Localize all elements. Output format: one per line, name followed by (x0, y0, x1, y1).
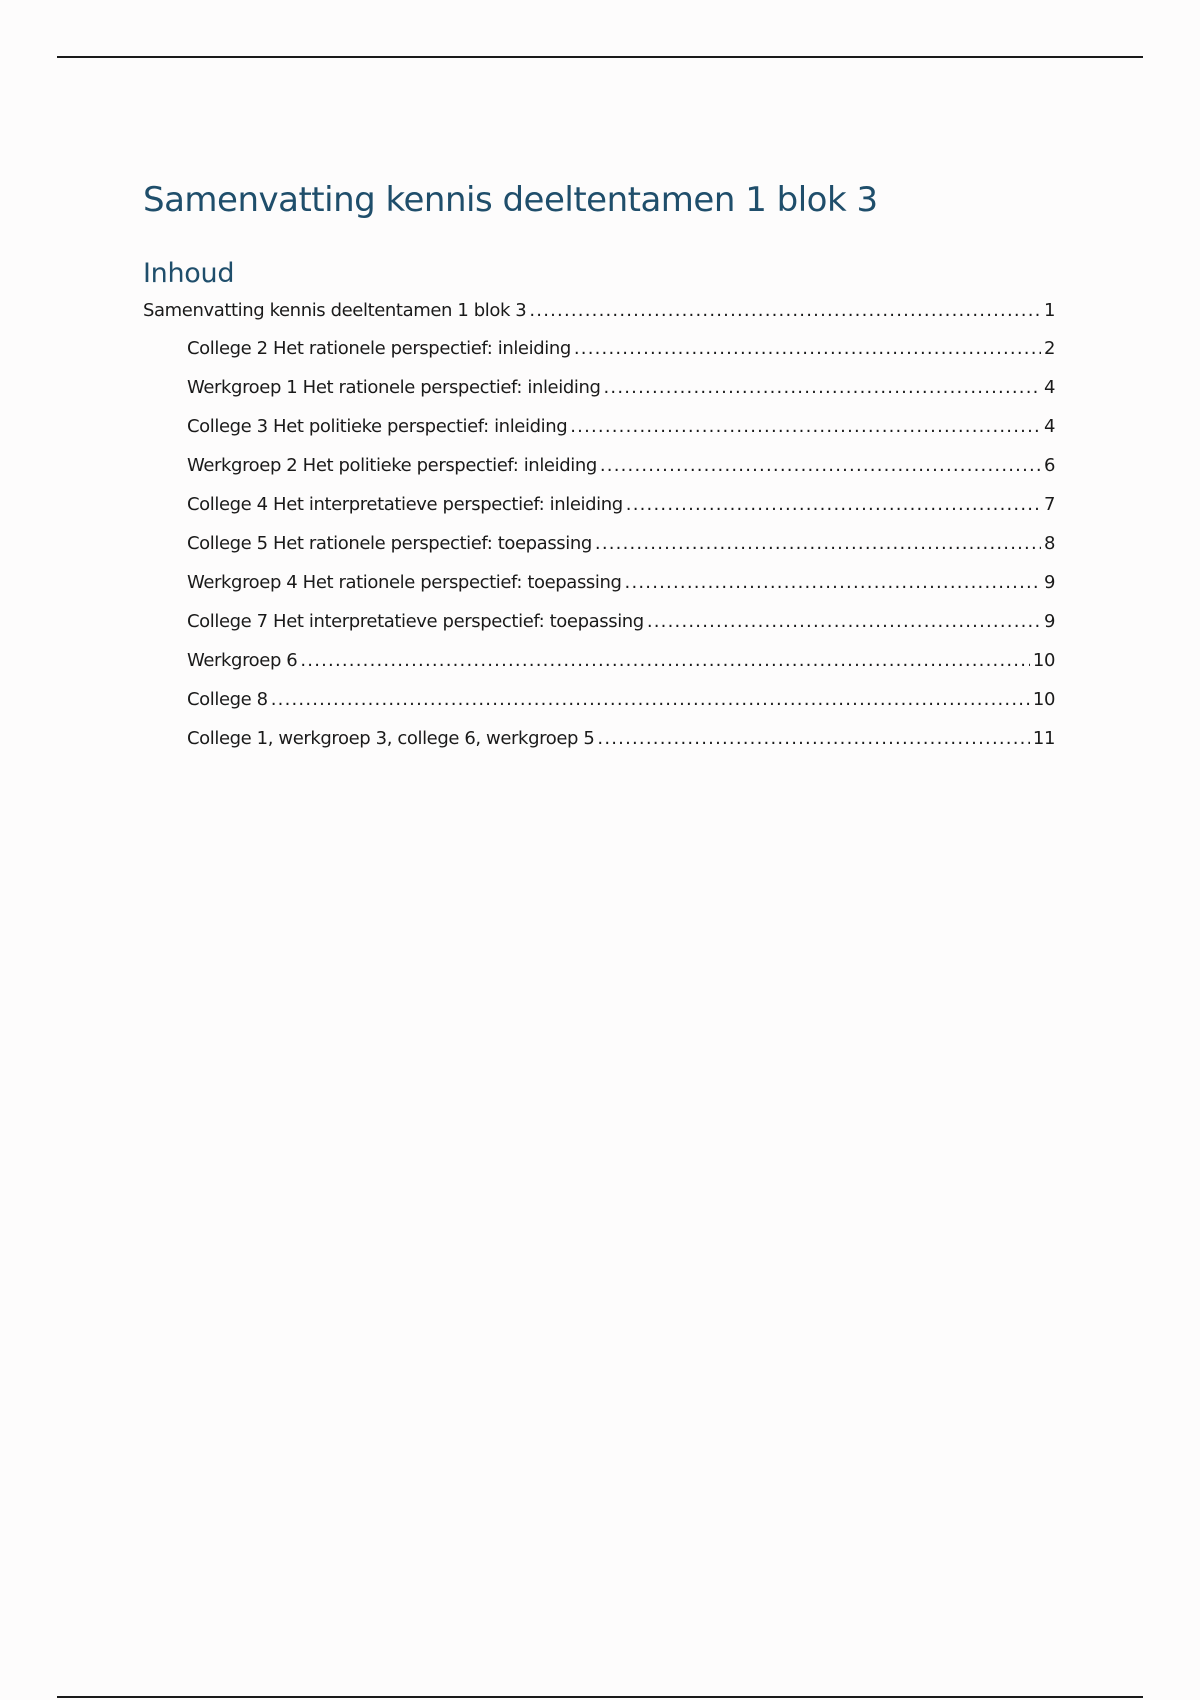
toc-entry-title: Werkgroep 2 Het politieke perspectief: inleiding (187, 455, 597, 476)
toc-entry-page: 11 (1032, 728, 1055, 749)
toc-entry-title: Werkgroep 6 (187, 650, 298, 671)
toc-entry-page: 10 (1032, 650, 1055, 671)
toc-dot-leader (595, 533, 1041, 554)
toc-dot-leader (597, 728, 1029, 749)
toc-dot-leader (300, 650, 1030, 671)
toc-dot-leader (604, 377, 1041, 398)
toc-entry-page: 4 (1043, 377, 1055, 398)
toc-dot-leader (647, 611, 1041, 632)
toc-entry-page: 4 (1043, 416, 1055, 437)
toc-entry[interactable] (187, 377, 1055, 405)
toc-entry-page: 9 (1043, 611, 1055, 632)
footer-rule (57, 1696, 1143, 1698)
header-rule (57, 56, 1143, 58)
toc-entry[interactable] (187, 338, 1055, 366)
toc-entry[interactable] (187, 689, 1055, 717)
toc-entry-page: 2 (1043, 338, 1055, 359)
toc-entry-title: Werkgroep 1 Het rationele perspectief: inleiding (187, 377, 601, 398)
toc-entry[interactable] (187, 650, 1055, 678)
toc-entry[interactable] (187, 533, 1055, 561)
toc-entry-title: College 7 Het interpretatieve perspectief: toepassing (187, 611, 644, 632)
toc-entry-title: College 4 Het interpretatieve perspectief: inleiding (187, 494, 623, 515)
toc-dot-leader (626, 494, 1041, 515)
toc-entry-title: Samenvatting kennis deeltentamen 1 blok 3 (143, 300, 527, 321)
toc-entry[interactable] (187, 494, 1055, 522)
toc-entry-page: 1 (1043, 300, 1055, 321)
toc-dot-leader (574, 338, 1041, 359)
toc-entry[interactable] (187, 416, 1055, 444)
toc-entry-title: College 8 (187, 689, 268, 710)
toc-entry-page: 10 (1032, 689, 1055, 710)
toc-entry-page: 7 (1043, 494, 1055, 515)
toc-entry[interactable] (187, 728, 1055, 756)
toc-entry-title: College 2 Het rationele perspectief: inleiding (187, 338, 571, 359)
toc-entry-page: 8 (1043, 533, 1055, 554)
toc-entry-title: College 3 Het politieke perspectief: inleiding (187, 416, 568, 437)
toc-entry[interactable] (143, 300, 1055, 328)
toc-entry-page: 6 (1043, 455, 1055, 476)
toc-entry[interactable] (187, 611, 1055, 639)
toc-heading: Inhoud (143, 258, 235, 289)
toc-entry[interactable] (187, 455, 1055, 483)
toc-entry-page: 9 (1043, 572, 1055, 593)
toc-entry[interactable] (187, 572, 1055, 600)
toc-dot-leader (271, 689, 1030, 710)
toc-entry-title: College 1, werkgroep 3, college 6, werkgroep 5 (187, 728, 595, 749)
toc-dot-leader (600, 455, 1041, 476)
document-title: Samenvatting kennis deeltentamen 1 blok 3 (143, 180, 878, 220)
toc-dot-leader (529, 300, 1041, 321)
toc-entry-title: Werkgroep 4 Het rationele perspectief: toepassing (187, 572, 622, 593)
toc-dot-leader (625, 572, 1041, 593)
toc-dot-leader (570, 416, 1041, 437)
toc-entry-title: College 5 Het rationele perspectief: toepassing (187, 533, 592, 554)
